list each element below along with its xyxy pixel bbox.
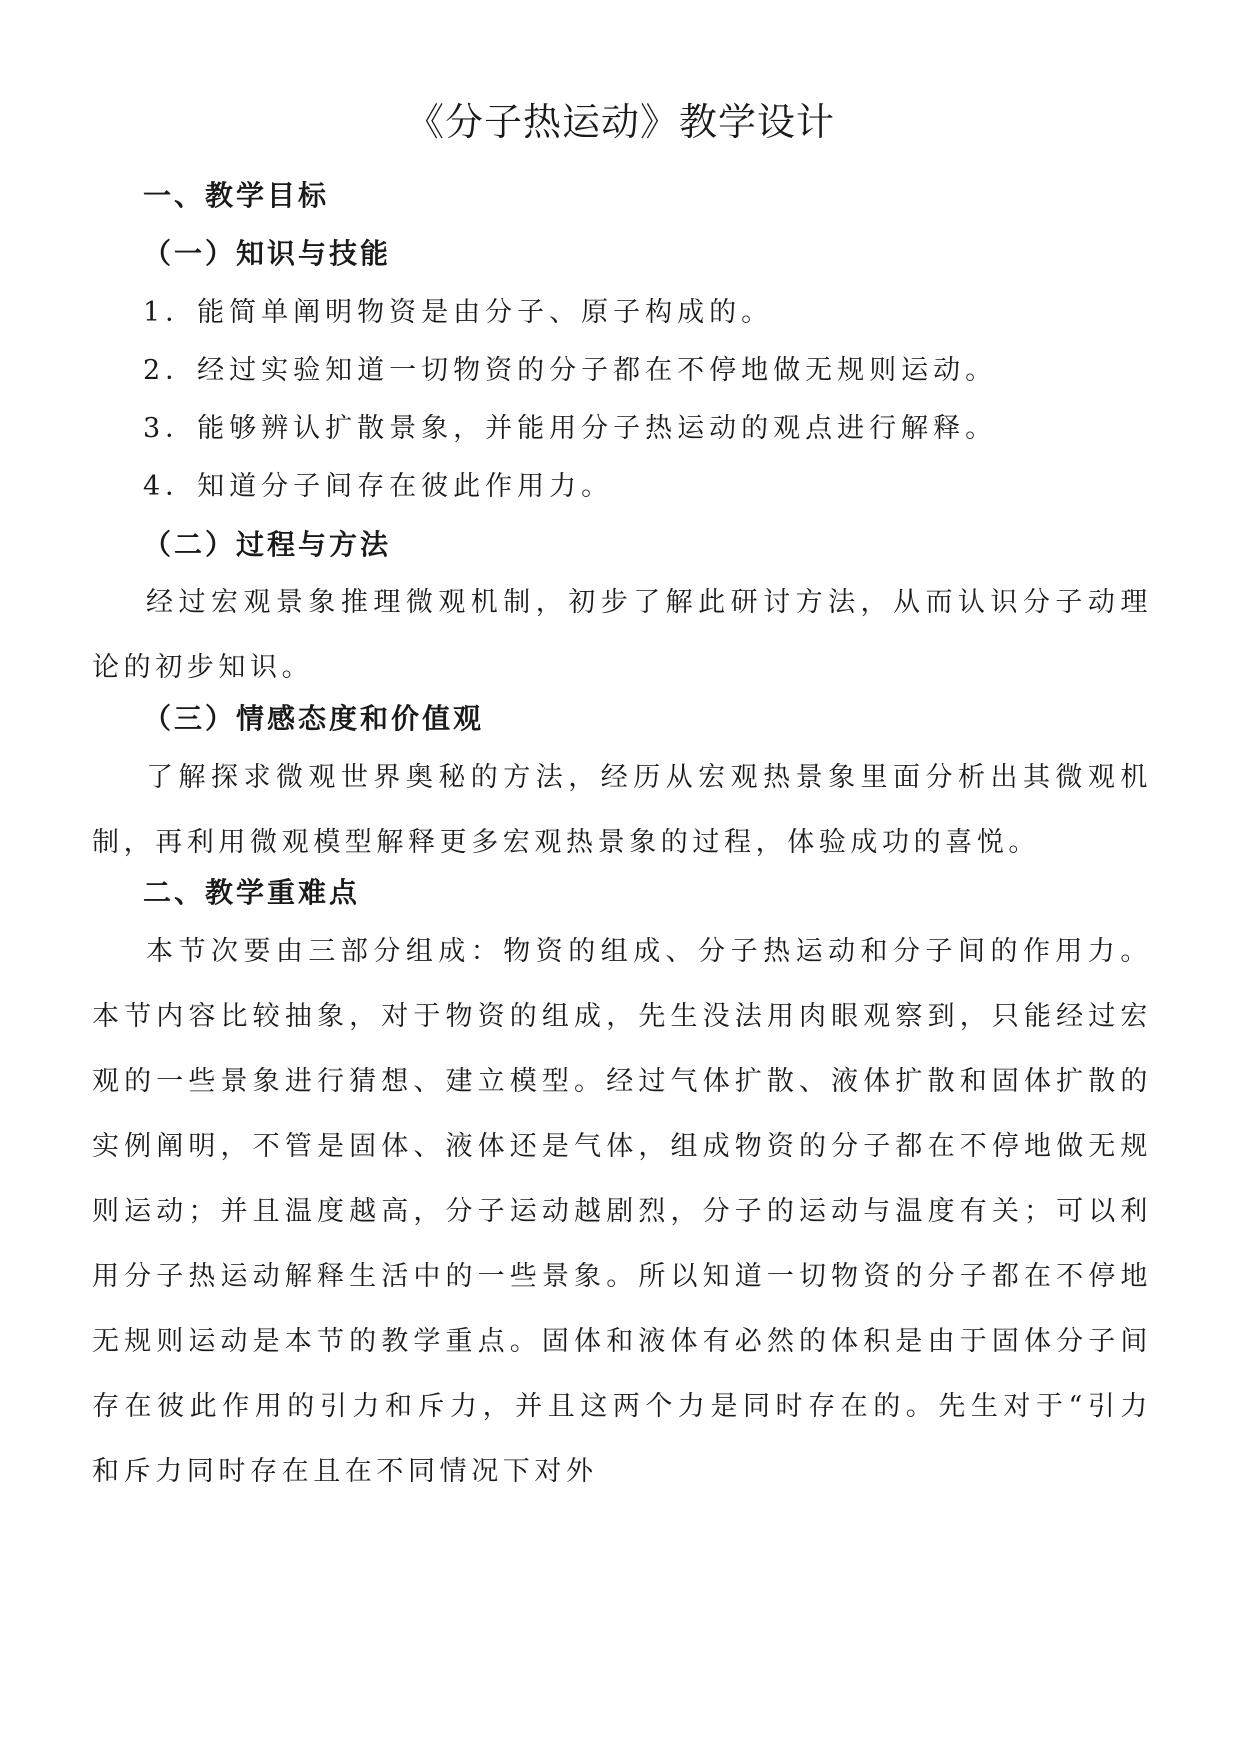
section-heading-teaching-goals: 一、教学目标 — [143, 179, 330, 212]
document-title: 《分子热运动》教学设计 — [405, 100, 835, 144]
section-heading-key-difficulties: 二、教学重难点 — [143, 876, 361, 909]
goal-item: 4．知道分子间存在彼此作用力。 — [143, 471, 614, 502]
subsection-heading-attitude-values: （三）情感态度和价值观 — [143, 702, 485, 735]
subsection-heading-knowledge-skills: （一）知识与技能 — [143, 237, 392, 270]
paragraph-process-method: 经过宏观景象推理微观机制，初步了解此研讨方法，从而认识分子动理论的初步知识。 — [92, 587, 1152, 683]
goal-item: 3．能够辨认扩散景象，并能用分子热运动的观点进行解释。 — [143, 413, 998, 444]
subsection-heading-process-method: （二）过程与方法 — [143, 528, 392, 561]
paragraph-key-difficulties: 本节次要由三部分组成：物资的组成、分子热运动和分子间的作用力。本节内容比较抽象，对于物资的组成，先生没法用肉眼观察到，只能经过宏观的一些景象进行猜想、建立模型。经过气体扩散、液体扩散和固体扩散的实例阐明，不管是固体、液体还是气体，组成物资的分子都在不停地做无规则运动；并且温度越高，分子运动越剧烈，分子的运动与温度有关；可以利用分子热运动解释生活中的一些景象。所以知道一切物资的分子都在不停地无规则运动是本节的教学重点。固体和液体有必然的体积是由于固体分子间存在彼此作用的引力和斥力，并且这两个力是同时存在的。先生对于“引力和斥力同时存在且在不同情况下对外 — [92, 936, 1152, 1487]
goal-item: 2．经过实验知道一切物资的分子都在不停地做无规则运动。 — [143, 355, 998, 386]
goal-item: 1．能简单阐明物资是由分子、原子构成的。 — [143, 297, 774, 328]
paragraph-attitude-values: 了解探求微观世界奥秘的方法，经历从宏观热景象里面分析出其微观机制，再利用微观模型解释更多宏观热景象的过程，体验成功的喜悦。 — [92, 762, 1152, 858]
